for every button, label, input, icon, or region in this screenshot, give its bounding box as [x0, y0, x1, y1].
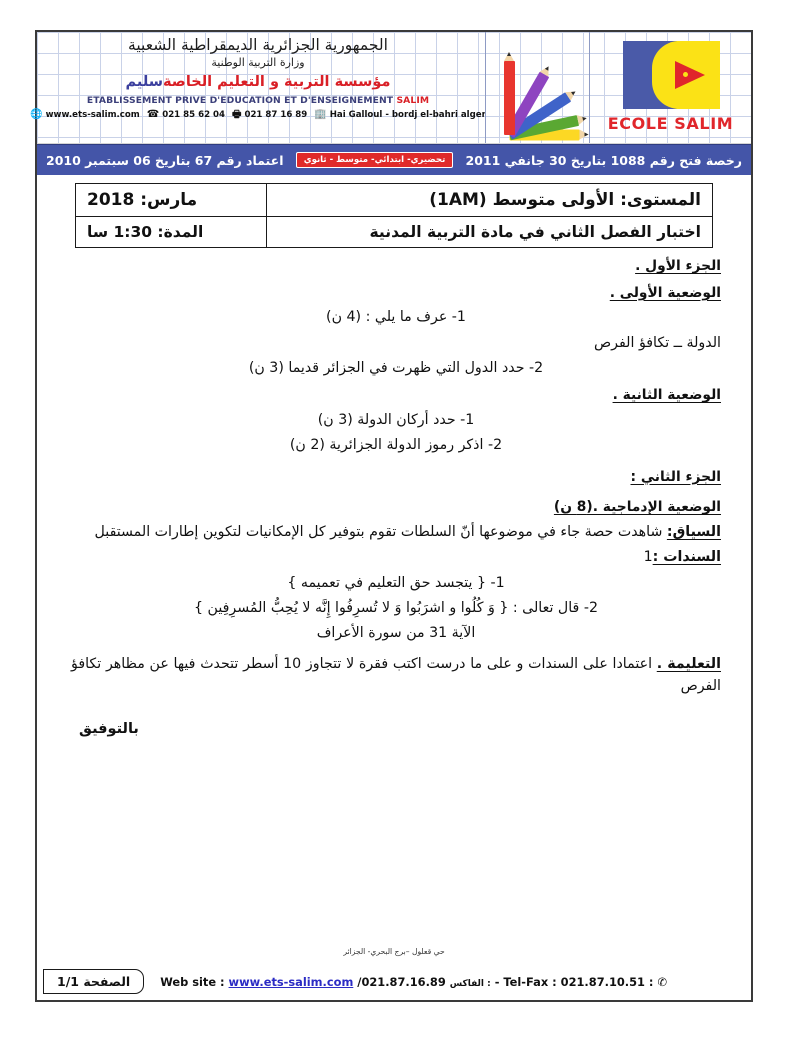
s1-question-1-terms: الدولة ــ تكافؤ الفرص — [594, 334, 721, 351]
logo-mark-icon — [623, 41, 719, 109]
s1-question-2: 2- حدد الدول التي ظهرت في الجزائر قديما (3 ن) — [248, 359, 544, 376]
contact-phone-text: 021 85 62 04 — [162, 110, 226, 121]
letterhead — [30, 32, 751, 144]
fax-icon: 🖶 — [232, 109, 242, 121]
part-1-heading: الجزء الأول . — [635, 258, 721, 274]
footer-fax-label-ar: الفاكس : — [449, 978, 491, 989]
levels-badge: تحضيري- ابتدائي- متوسط - ثانوي — [296, 152, 454, 168]
exam-subject: اختبار الفصل الثاني في مادة التربية المدنية — [267, 217, 713, 248]
exam-title-wrap — [37, 175, 751, 248]
ministry-name: وزارة التربية الوطنية — [211, 56, 305, 70]
footer-web-label: Web site : — [160, 974, 225, 989]
pencil-red-icon — [504, 61, 515, 135]
task-text: اعتمادا على السندات و على ما درست اكتب فقرة لا تتجاوز 10 أسطر تتحدث فيها عن مظاهر تكافؤ الفرص — [71, 656, 721, 694]
supports-label: السندات : — [652, 549, 721, 566]
footer-telfax: - Tel-Fax : 021.87.10.51 : — [494, 974, 654, 989]
contact-website[interactable] — [30, 110, 140, 120]
school-name-fr-text: ETABLISSEMENT PRIVE D'EDUCATION ET D'ENSEIGNEMENT — [86, 95, 394, 107]
school-logo — [589, 32, 751, 143]
page-footer — [37, 947, 751, 998]
task-paragraph — [71, 654, 721, 697]
contact-fax-text: 021 87 16 89 — [244, 110, 308, 121]
school-name-ar-blue: سليم — [125, 73, 164, 90]
s1-question-1: 1- عرف ما يلي : (4 ن) — [326, 309, 466, 326]
s2-question-1: 1- حدد أركان الدولة (3 ن) — [317, 411, 475, 428]
school-name-ar — [41, 73, 475, 93]
support-item-2: 2- قال تعالى : { وَ كُلُوا و اشرَبُوا وَ لا تُسرِفُوا إِنَّه لا يُحِبُّ المُسرِفِين } — [194, 599, 598, 616]
exam-duration: المدة: 1:30 سا — [76, 217, 267, 248]
s2-question-2: 2- اذكر رموز الدولة الجزائرية (2 ن) — [289, 437, 503, 454]
title-row-subject — [76, 217, 713, 248]
accreditation-bar — [37, 144, 751, 175]
pencils-illustration — [485, 32, 589, 143]
telephone-icon: ☎ — [146, 109, 160, 121]
supports-heading — [71, 547, 721, 568]
school-identity-block — [30, 32, 486, 143]
blessing-text: بالتوفيق — [79, 721, 139, 737]
school-name-fr — [41, 95, 475, 106]
opening-licence: رخصة فتح رقم 1088 بتاريخ 30 جانفي 2011 — [465, 152, 742, 168]
footer-website-link[interactable]: www.ets-salim.com — [228, 974, 354, 989]
task-label: التعليمة . — [656, 656, 721, 673]
situation-2-heading: الوضعية الثانية . — [612, 387, 721, 404]
footer-address: حي قعلول –برج البحري- الجزائر — [343, 947, 445, 956]
footer-line — [37, 969, 751, 998]
support-2-reference: الآية 31 من سورة الأعراف — [316, 625, 476, 642]
logo-wordmark: ECOLE SALIM — [607, 113, 734, 133]
contact-address-text: Hai Galloul - bordj el-bahri alger — [329, 110, 486, 121]
document-page — [30, 30, 753, 1002]
country-name: الجمهورية الجزائرية الديمقراطية الشعبية — [128, 36, 388, 54]
contact-fax — [232, 110, 307, 120]
globe-icon: 🌐 — [30, 109, 43, 121]
exam-date: مارس: 2018 — [76, 184, 267, 217]
school-name-fr-salim: SALIM — [396, 95, 430, 107]
telephone-icon: ✆ — [657, 974, 668, 989]
building-icon: 🏢 — [314, 109, 327, 121]
exam-title-table — [75, 183, 713, 248]
context-text: شاهدت حصة جاء في موضوعها أنّ السلطات تقوم بتوفير كل الإمكانيات لتكوين إطارات المستقبل — [94, 523, 667, 540]
title-row-level — [76, 184, 713, 217]
page-number-chip: الصفحة 1/1 — [43, 969, 144, 994]
contact-phone — [147, 110, 225, 120]
logo-triangle-icon — [675, 61, 705, 89]
footer-contact — [154, 975, 743, 989]
exam-level: المستوى: الأولى متوسط (1AM) — [267, 184, 713, 217]
logo-dot-icon — [683, 72, 688, 77]
header-contact-bar — [30, 109, 486, 121]
context-paragraph — [71, 522, 721, 543]
integration-heading: الوضعية الإدماجية .(8 ن) — [553, 499, 721, 516]
supports-number: 1 — [643, 549, 653, 566]
contact-address — [314, 110, 486, 120]
context-label: السياق: — [666, 523, 721, 540]
situation-1-heading: الوضعية الأولى . — [609, 284, 721, 301]
part-2-heading: الجزء الثاني : — [630, 468, 721, 485]
accreditation-number: اعتماد رقم 67 بتاريخ 06 سبتمبر 2010 — [46, 152, 284, 168]
footer-fax-number: /021.87.16.89 — [357, 974, 446, 989]
contact-website-text: www.ets-salim.com — [45, 110, 140, 121]
school-name-ar-red: مؤسسة التربية و التعليم الخاصة — [163, 73, 391, 90]
exam-body — [37, 248, 751, 741]
support-item-1: 1- { يتجسد حق التعليم في تعميمه } — [287, 574, 505, 591]
